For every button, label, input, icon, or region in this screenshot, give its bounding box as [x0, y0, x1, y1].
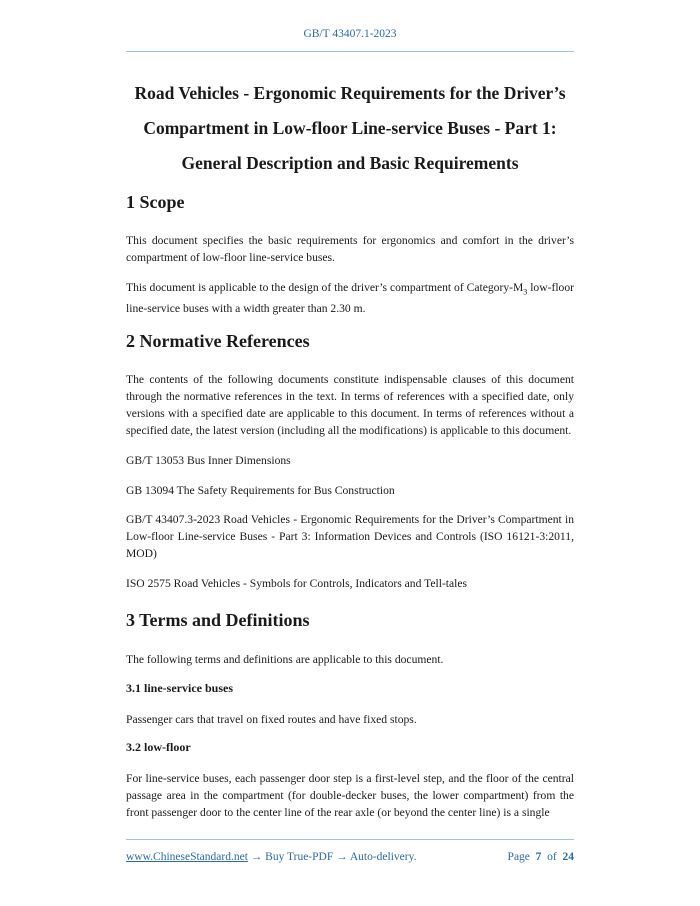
reference-item — [126, 575, 574, 592]
reference-text: GB 13094 The Safety Requirements for Bus Construction — [126, 484, 395, 497]
paragraph — [126, 279, 574, 317]
section-heading: 3 Terms and Definitions — [126, 610, 310, 630]
text-segment: This document is applicable to the design of the driver’s compartment of Category-M — [126, 281, 524, 294]
footer-divider — [126, 839, 574, 840]
section-heading: 2 Normative References — [126, 331, 310, 351]
term-heading-line-service-buses — [126, 681, 574, 696]
term-heading-low-floor — [126, 740, 574, 755]
website-link[interactable]: www.ChineseStandard.net — [126, 851, 248, 863]
scope-paragraph-1 — [126, 232, 574, 266]
section-heading: 1 Scope — [126, 192, 185, 212]
reference-text: ISO 2575 Road Vehicles - Symbols for Controls, Indicators and Tell-tales — [126, 577, 468, 590]
reference-text: GB/T 43407.3-2023 Road Vehicles - Ergonomic Requirements for the Driver’s Compartment in Low-floor Line-service Buses - Part 3: Information Devices and Controls (ISO 16121-3:2011, MOD) — [126, 513, 574, 560]
title-line-2: Compartment in Low-floor Line-service Buses - Part 1: — [143, 118, 557, 138]
header-divider — [126, 51, 574, 52]
paragraph: The following terms and definitions are applicable to this document. — [126, 653, 444, 666]
page-indicator — [508, 851, 574, 863]
page-header — [0, 28, 700, 40]
footer-tagline: → Buy True-PDF → Auto-delivery. — [247, 851, 417, 863]
term-definition — [126, 711, 574, 728]
page-of: of — [547, 851, 557, 863]
paragraph: Passenger cars that travel on fixed routes and have fixed stops. — [126, 713, 417, 726]
section-normative-references — [126, 331, 574, 352]
paragraph: The contents of the following documents constitute indispensable clauses of this document through the normative references in the text. In terms of references with a specified date, only versions with a specified date are applicable to this document. In terms of references without a specified date, the latest version (including all the modifications) is applicable to this document. — [126, 373, 574, 437]
reference-text: GB/T 13053 Bus Inner Dimensions — [126, 454, 291, 467]
page-total: 24 — [562, 851, 574, 863]
title-line-3: General Description and Basic Requirements — [181, 153, 519, 173]
paragraph: This document specifies the basic requirements for ergonomics and comfort in the driver’s compartment of low-floor line-service buses. — [126, 234, 574, 264]
subscript: 3 — [523, 287, 528, 297]
title-line-1: Road Vehicles - Ergonomic Requirements for the Driver’s — [134, 83, 566, 103]
term-heading: 3.2 low-floor — [126, 740, 191, 754]
page-current: 7 — [535, 851, 542, 863]
page-label: Page — [507, 851, 530, 863]
term-definition — [126, 770, 574, 821]
doc-number: GB/T 43407.1-2023 — [303, 28, 397, 40]
section-terms-definitions — [126, 610, 574, 631]
document-title — [100, 76, 600, 181]
section-scope — [126, 192, 574, 213]
reference-item — [126, 482, 574, 499]
paragraph: For line-service buses, each passenger door step is a first-level step, and the floor of the central passage area in the compartment (for double-decker buses, the lower compartment) from the front passenger door to the center line of the rear axle (or beyond the center line) is a single — [126, 772, 574, 819]
text-segment: low-floor line-service buses with a width greater than 2.30 m. — [126, 281, 575, 316]
terms-intro — [126, 651, 574, 668]
reference-item — [126, 452, 574, 469]
reference-item — [126, 511, 574, 562]
scope-paragraph-2 — [126, 279, 574, 317]
term-heading: 3.1 line-service buses — [126, 681, 233, 695]
references-intro — [126, 371, 574, 439]
page-footer — [126, 851, 574, 863]
